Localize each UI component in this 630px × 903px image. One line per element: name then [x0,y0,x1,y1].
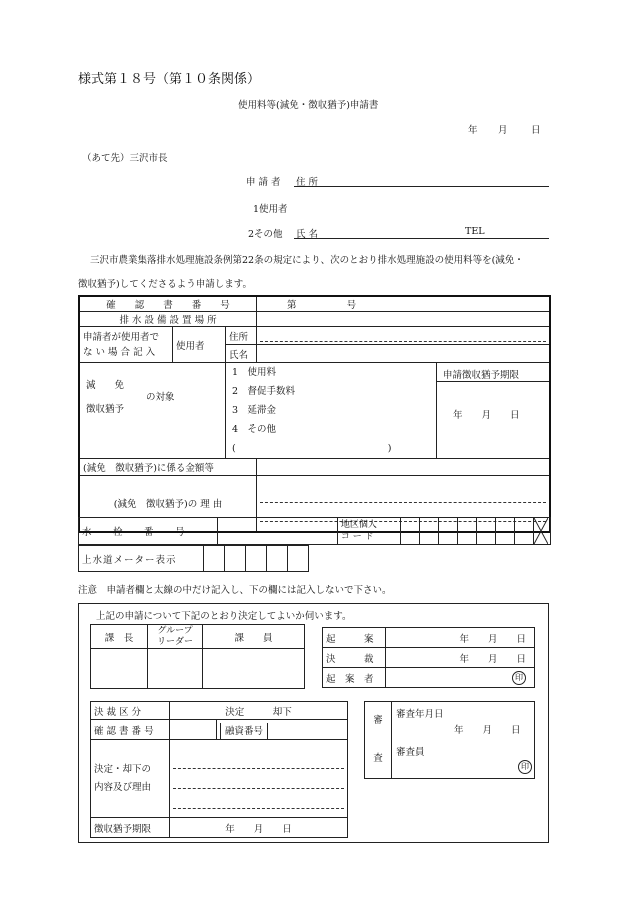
district-code-box-2[interactable] [420,518,439,545]
note-text: 注意 申請者欄と太線の中だけ記入し、下の欄には記入しないで下さい。 [78,585,392,596]
staff-label: 課 員 [203,625,305,649]
group-leader-stamp[interactable] [148,649,203,689]
finance-no-label: 融資番号 [220,723,268,740]
approval-label: 決 裁 [323,648,386,668]
reason-office-label [91,740,170,818]
reviewer-label: 審査員 [396,747,425,758]
group-leader-label [148,625,203,649]
district-code-box-6[interactable] [496,518,515,545]
review-label-2: 査 [373,753,383,764]
target-item-2[interactable]: 2 督促手数料 [232,386,296,397]
meter-box-4[interactable] [267,546,288,572]
chief-label: 課 長 [91,625,148,649]
confirm-no-input[interactable] [170,720,217,740]
hydrant-meter-table [78,517,551,545]
district-code-box-crossed [534,518,551,545]
district-code-label-1: 地区個人 [340,520,377,530]
drafter-label: 起 案 者 [323,668,386,688]
applicant-label: 申 請 者 [246,177,281,188]
location-label: 排 水 設 備 設 置 場 所 [79,312,257,327]
user-name-label: 氏名 [226,345,257,363]
not-user-label-line1: 申請者が使用者で [83,331,160,343]
user-address-input[interactable] [257,327,550,345]
review-date-label: 審査年月日 [396,709,444,720]
review-date-value: 年 月 日 [454,725,521,736]
deferral-period-label: 申請徴収猶予期限 [443,370,520,381]
review-table [364,701,535,779]
confirm-no-label: 確 認 書 番 号 [79,296,257,312]
office-header: 上記の申請について下記のとおり決定してよいか伺います。 [96,611,352,622]
form-title: 使用料等(減免・徴収猶予)申請書 [238,100,379,111]
hydrant-input[interactable] [218,518,337,545]
location-input[interactable] [257,312,550,327]
district-code-box-3[interactable] [439,518,458,545]
decision-table [90,701,348,838]
draft-table [322,627,535,688]
body-text-line-2: 徴収猶予)してくださるよう申請します。 [78,279,252,290]
deferral-period-date: 年 月 日 [453,410,520,421]
application-table [78,295,551,533]
reviewer-seal [518,760,532,774]
applicant-name-label: 氏 名 [296,229,319,240]
reason-office-label-2: 内容及び理由 [94,781,152,793]
approval-date[interactable]: 年 月 日 [386,648,535,668]
date-day-label: 日 [531,125,541,136]
applicant-tel-label: TEL [465,226,485,237]
confirm-no-dai: 第 [287,300,297,311]
reduction-label-2: 徴収猶予 [86,404,125,415]
not-user-label [79,327,173,363]
district-code-box-7[interactable] [515,518,534,545]
target-item-4[interactable]: 4 その他( ) [232,424,392,454]
confirm-no-label-office: 確 認 書 番 号 [91,720,170,740]
amount-input[interactable] [257,459,550,476]
not-user-label-line2: な い 場 合 記 入 [83,346,156,358]
seal-icon: 印 [518,760,532,774]
district-code-box-4[interactable] [458,518,477,545]
form-number: 様式第１８号（第１０条関係） [78,72,261,87]
user-name-input[interactable] [257,345,550,363]
drafter-seal-cell[interactable] [386,668,535,688]
district-code-label [337,518,401,545]
target-label: の対象 [146,392,175,403]
reduction-label-1: 減 免 [86,380,125,391]
district-code-box-5[interactable] [477,518,496,545]
target-item-3[interactable]: 3 延滞金 [232,405,277,416]
amount-label: (減免 徴収猶予)に係る金額等 [79,459,257,476]
finance-no-cell[interactable] [217,720,348,740]
user-address-label: 住所 [226,327,257,345]
body-text-line-1: 三沢市農業集落排水処理施設条例第22条の規定により、次のとおり排水処理施設の使用料等を(減免・ [90,255,524,266]
user-label: 使用者 [173,327,226,363]
seal-icon: 印 [512,671,526,685]
draft-date[interactable]: 年 月 日 [386,628,535,648]
confirm-no-go: 号 [346,300,357,311]
addressee: （あて先）三沢市長 [82,153,168,164]
district-code-box-1[interactable] [401,518,420,545]
meter-box-3[interactable] [246,546,267,572]
reason-office-label-1: 決定・却下の [94,763,152,775]
cross-mark-icon [534,518,548,544]
reduction-label-cell [79,363,226,459]
confirm-no-cell[interactable] [257,296,550,312]
review-label-1: 審 [373,715,383,726]
target-items[interactable] [226,363,437,459]
meter-box-1[interactable] [204,546,225,572]
approval-stamp-table [90,624,305,689]
meter-table [78,545,309,572]
deferral-limit-date[interactable]: 年 月 日 [170,818,348,838]
review-content[interactable] [392,702,535,779]
meter-box-2[interactable] [225,546,246,572]
meter-box-5[interactable] [288,546,309,572]
date-month-label: 月 [498,125,508,136]
decision-options[interactable]: 決定 却下 [170,702,348,720]
review-label [365,702,392,779]
applicant-address-label: 住 所 [296,177,319,188]
applicant-user-option: 1使用者 [253,204,288,215]
group-leader-label-2: リーダー [156,636,193,647]
applicant-name-line[interactable] [294,238,549,239]
staff-stamp[interactable] [203,649,305,689]
date-year-label: 年 [468,125,478,136]
district-code-label-2: コ ー ド [340,532,374,542]
applicant-address-line[interactable] [294,186,549,187]
draft-label: 起 案 [323,628,386,648]
chief-stamp[interactable] [91,649,148,689]
reason-label: (減免 徴収猶予)の 理 由 [79,476,257,532]
decision-class-label: 決 裁 区 分 [91,702,170,720]
applicant-other-option: 2その他 [248,229,283,240]
meter-label: 上水道メーター表示 [79,546,204,572]
deferral-limit-label: 徴収猶予期限 [91,818,170,838]
deferral-period-cell[interactable] [437,363,551,459]
reason-office-input[interactable] [170,740,348,818]
hydrant-label: 水 栓 番 号 [79,518,218,545]
group-leader-label-1: グループ [157,625,193,636]
target-item-1[interactable]: 1 使用料 [232,367,277,378]
